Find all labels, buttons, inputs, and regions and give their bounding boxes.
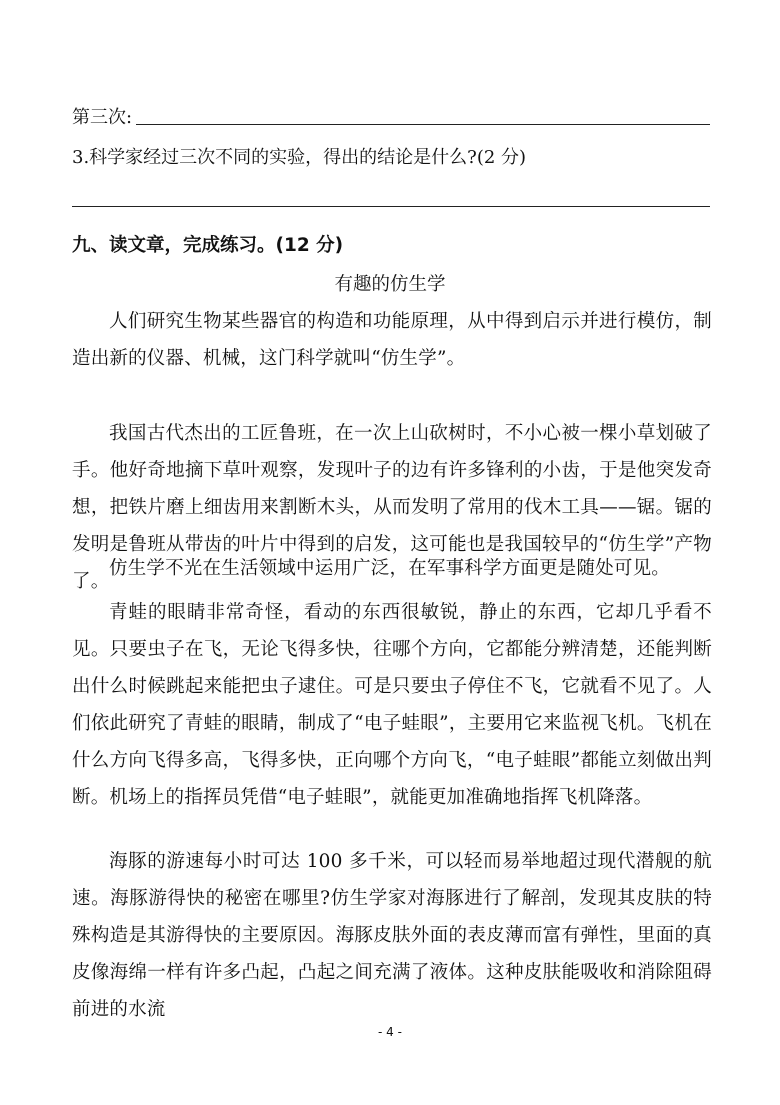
paragraph-2: 我国古代杰出的工匠鲁班，在一次上山砍树时，不小心被一棵小草划破了手。他好奇地摘下草叶观察，发现叶子的边有许多锋利的小齿，于是他突发奇想，把铁片磨上细齿用来割断木头，从而发明了常用的伐木工具——锯。锯的发明是鲁班从带齿的叶片中得到的启发，这可能也是我国较早的“仿生学”产物了。 xyxy=(72,423,712,592)
paragraph-1: 人们研究生物某些器官的构造和功能原理，从中得到启示并进行模仿，制造出新的仪器、机械，这门科学就叫“仿生学”。 xyxy=(72,311,712,369)
paragraph-4: 青蛙的眼睛非常奇怪，看动的东西很敏锐，静止的东西，它却几乎看不见。只要虫子在飞，无论飞得多快，往哪个方向，它都能分辨清楚，还能判断出什么时候跳起来能把虫子逮住。可是只要虫子停住不飞，它就看不见了。人们依此研究了青蛙的眼睛，制成了“电子蛙眼”，主要用它来监视飞机。飞机在什么方向飞得多高，飞得多快，正向哪个方向飞，“电子蛙眼”都能立刻做出判断。机场上的指挥员凭借“电子蛙眼”，就能更加准确地指挥飞机降落。 xyxy=(72,602,712,808)
answer-line-question-3 xyxy=(72,206,710,207)
section-heading: 九、读文章，完成练习。(12 分) xyxy=(72,235,344,256)
paragraph-3: 仿生学不光在生活领域中运用广泛，在军事科学方面更是随处可见。 xyxy=(109,558,671,579)
question-3: 3.科学家经过三次不同的实验，得出的结论是什么?(2 分) xyxy=(72,147,527,168)
paragraph-5: 海豚的游速每小时可达 100 多千米，可以轻而易举地超过现代潜舰的航速。海豚游得快的秘密在哪里?仿生学家对海豚进行了解剖，发现其皮肤的特殊构造是其游得快的主要原因。海豚皮肤外面的表皮薄而富有弹性，里面的真皮像海绵一样有许多凸起，凸起之间充满了液体。这种皮肤能吸收和消除阻碍前进的水流 xyxy=(72,851,712,1020)
third-attempt-label: 第三次: xyxy=(72,107,133,128)
answer-line-third xyxy=(136,124,710,125)
article-title: 有趣的仿生学 xyxy=(334,274,446,295)
page-number: - 4 - xyxy=(378,1025,402,1039)
